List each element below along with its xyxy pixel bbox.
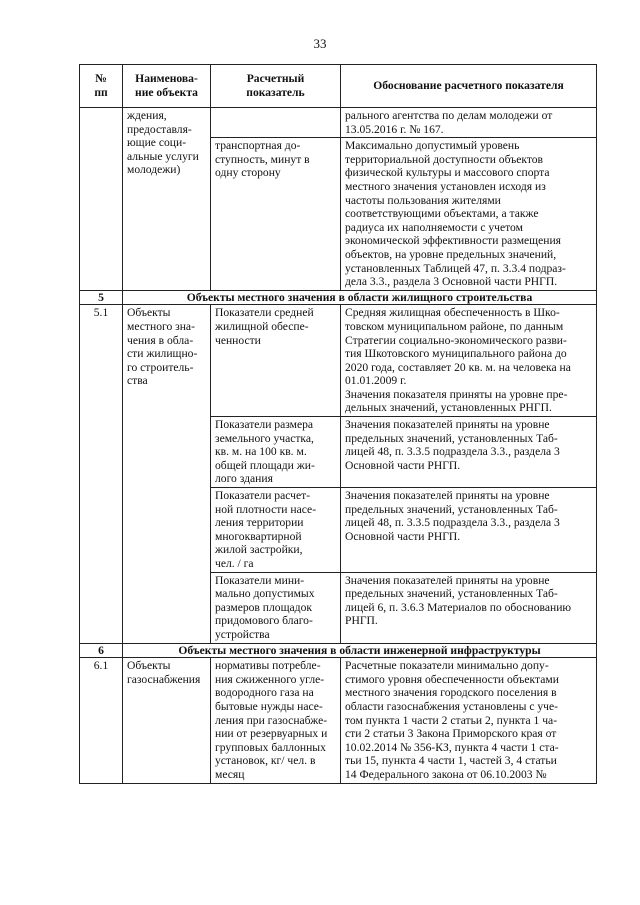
header-object: Наименова- ние объекта [123, 65, 211, 108]
section-row [80, 643, 597, 658]
section-title: Объекты местного значения в области жилищного строительства [123, 290, 597, 305]
row-justification: Значения показателей приняты на уровне предельных значений, установленных Таб- лицей 48, п. 3.3.5 подраздела 3.3., раздела 3 Основной части РНГП. [341, 417, 597, 488]
row-indicator: нормативы потребле- ния сжиженного угле- водородного газа на бытовые нужды насе- ления при газоснабже- нии от резервуарных и групповых баллонных установок, кг/ чел. в месяц [211, 658, 341, 783]
row-object: Объекты газоснабжения [123, 658, 211, 783]
row-object: ждения, предоставля- ющие соци- альные услуги молодежи) [123, 108, 211, 291]
section-title: Объекты местного значения в области инженерной инфраструктуры [123, 643, 597, 658]
row-num [80, 108, 123, 291]
page-number: 33 [313, 36, 327, 51]
header-indicator: Расчетный показатель [211, 65, 341, 108]
row-indicator: Показатели мини- мально допустимых размеров площадок придомового благо- устройства [211, 572, 341, 643]
header-num: № пп [80, 65, 123, 108]
row-indicator: Показатели размера земельного участка, кв. м. на 100 кв. м. общей площади жи- лого здания [211, 417, 341, 488]
section-number: 6 [80, 643, 123, 658]
row-object: Объекты местного зна- чения в обла- сти жилищно- го строитель- ства [123, 305, 211, 643]
row-justification: Значения показателей приняты на уровне предельных значений, установленных Таб- лицей 48, п. 3.3.5 подраздела 3.3., раздела 3 Основной части РНГП. [341, 488, 597, 573]
table-row [80, 658, 597, 783]
row-indicator [211, 108, 341, 138]
row-justification: Максимально допустимый уровень территориальной доступности объектов физической культуры и массового спорта местного значения установлен исходя из частоты пользования жителями соответствующими объектами, а также радиуса их наполняемости с учетом экономической эффективности размещения объектов, на уровне предельных значений, установленных Таблицей 47, п. 3.3.4 подраз- дела 3.3., раздела 3 Основной части РНГП. [341, 138, 597, 291]
table-header-row [80, 65, 597, 108]
row-justification: Значения показателей приняты на уровне предельных значений, установленных Таб- лицей 6, п. 3.6.3 Материалов по обоснованию РНГП. [341, 572, 597, 643]
row-indicator: Показатели расчет- ной плотности насе- ления территории многоквартирной жилой застройки, чел. / га [211, 488, 341, 573]
row-num: 5.1 [80, 305, 123, 643]
row-justification: Расчетные показатели минимально допу- стимого уровня обеспеченности объектами местного значения городского поселения в области газоснабжения установлены с уче- том пункта 1 части 2 статьи 2, пункта 1 ча- сти 2 статьи 3 Закона Приморского края от 10.02.2014 № 356-КЗ, пункта 4 части 1 ста- тьи 15, пункта 4 части 1, частей 3, 4 статьи 14 Федерального закона от 06.10.2003 № [341, 658, 597, 783]
row-indicator: транспортная до- ступность, минут в одну сторону [211, 138, 341, 291]
section-row [80, 290, 597, 305]
standards-table [79, 64, 597, 784]
row-indicator: Показатели средней жилищной обеспе- ченности [211, 305, 341, 417]
section-number: 5 [80, 290, 123, 305]
row-justification: Средняя жилищная обеспеченность в Шко- товском муниципальном районе, по данным Стратегии социально-экономического разви- тия Шкотовского муниципального района до 2020 года, составляет 20 кв. м. на человека на 01.01.2009 г. Значения показателя приняты на уровне пре- дельных значений, установленных РНГП. [341, 305, 597, 417]
header-justification: Обоснование расчетного показателя [341, 65, 597, 108]
table-row [80, 108, 597, 138]
table-row [80, 305, 597, 417]
row-num: 6.1 [80, 658, 123, 783]
row-justification: рального агентства по делам молодежи от 13.05.2016 г. № 167. [341, 108, 597, 138]
